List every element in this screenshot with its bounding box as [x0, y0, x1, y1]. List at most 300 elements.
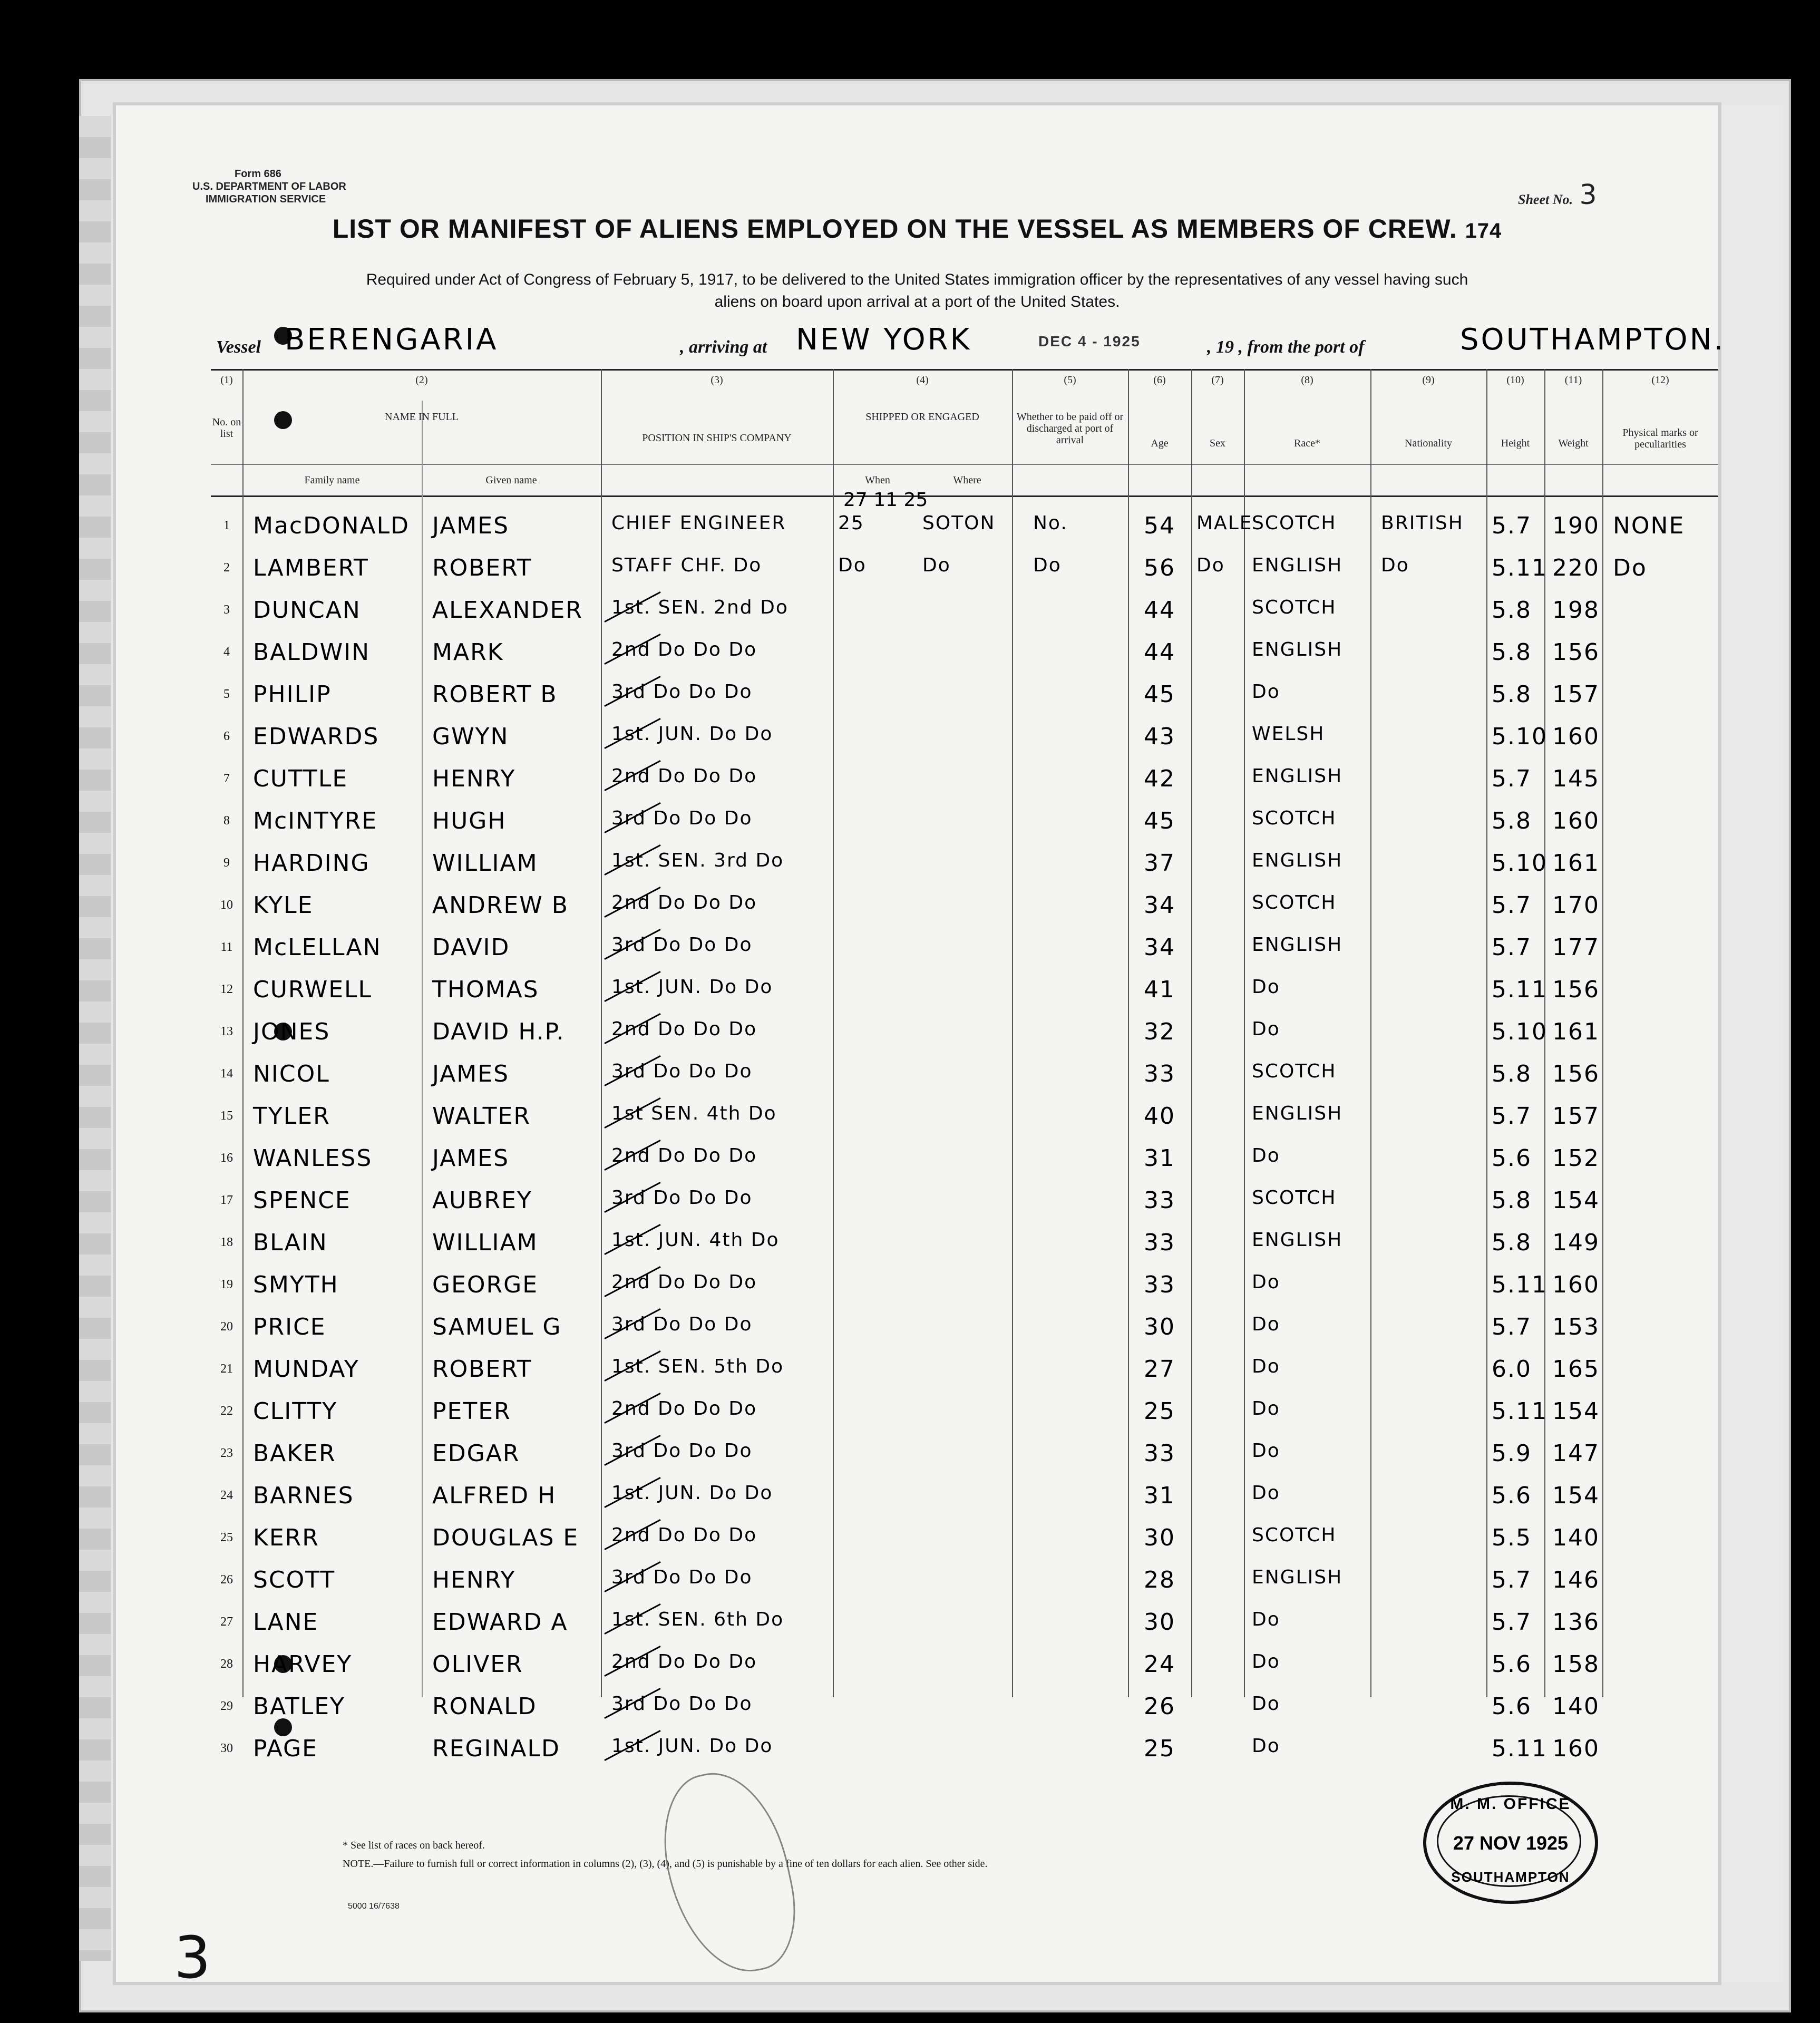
cell-weight: 149	[1552, 1229, 1600, 1256]
row-number: 27	[220, 1615, 233, 1629]
cell-race: ENGLISH	[1252, 1229, 1343, 1251]
column-number: (5)	[1064, 374, 1076, 386]
cell-family: McINTYRE	[253, 808, 378, 834]
stamp-date: 27 NOV 1925	[1453, 1832, 1569, 1854]
cell-weight: 165	[1552, 1356, 1600, 1383]
cell-race: SCOTCH	[1252, 1524, 1337, 1546]
header-no-on-list: No. on list	[212, 416, 241, 440]
cell-given: REGINALD	[432, 1735, 560, 1762]
cell-height: 5.5	[1492, 1524, 1532, 1551]
cell-weight: 140	[1552, 1693, 1600, 1720]
cell-race: Do	[1252, 1482, 1280, 1504]
cell-race: ENGLISH	[1252, 1567, 1343, 1588]
cell-family: LAMBERT	[253, 555, 369, 581]
row-number: 7	[223, 772, 230, 785]
cell-family: WANLESS	[253, 1145, 373, 1172]
cell-family: JONES	[253, 1018, 330, 1045]
form-number: Form 686	[235, 168, 281, 180]
row-number: 17	[220, 1193, 233, 1207]
cell-family: SMYTH	[253, 1271, 339, 1298]
cell-sex: Do	[1196, 555, 1225, 576]
cell-position: 2nd Do Do Do	[611, 892, 757, 913]
cell-when: Do	[838, 555, 867, 576]
vessel-label: Vessel	[216, 337, 261, 357]
cell-position: 1st. JUN. 4th Do	[611, 1229, 780, 1251]
cell-weight: 154	[1552, 1482, 1600, 1509]
cell-given: DOUGLAS E	[432, 1524, 579, 1551]
cell-height: 5.7	[1492, 892, 1532, 919]
row-number: 10	[220, 898, 233, 912]
cell-race: ENGLISH	[1252, 765, 1343, 787]
row-number: 22	[220, 1404, 233, 1418]
cell-race: ENGLISH	[1252, 555, 1343, 576]
cell-position: 1st SEN. 4th Do	[611, 1103, 777, 1124]
cell-given: ROBERT	[432, 555, 532, 581]
cell-height: 5.11	[1492, 1735, 1548, 1762]
cell-position: 1st. JUN. Do Do	[611, 1482, 773, 1504]
table-row	[211, 838, 1718, 880]
cell-family: MUNDAY	[253, 1356, 359, 1383]
cell-paid: No.	[1033, 512, 1068, 534]
cell-age: 42	[1144, 765, 1175, 792]
table-row	[211, 543, 1718, 585]
cell-nationality: BRITISH	[1381, 512, 1464, 534]
cell-race: Do	[1252, 1271, 1280, 1293]
subheader-where: Where	[953, 474, 981, 486]
table-row	[211, 585, 1718, 627]
cell-weight: 154	[1552, 1187, 1600, 1214]
cell-family: SPENCE	[253, 1187, 351, 1214]
cell-height: 5.11	[1492, 1271, 1548, 1298]
cell-height: 5.6	[1492, 1482, 1532, 1509]
cell-race: SCOTCH	[1252, 808, 1337, 829]
cell-weight: 177	[1552, 934, 1600, 961]
page-subtitle	[190, 269, 1644, 313]
row-number: 2	[223, 561, 230, 575]
cell-position: 3rd Do Do Do	[611, 934, 753, 956]
table-row	[211, 1597, 1718, 1639]
cell-given: DAVID	[432, 934, 510, 961]
table-row	[211, 501, 1718, 543]
table-top-rule	[211, 369, 1718, 371]
header-paid-off: Whether to be paid off or discharged at port of arrival	[1016, 411, 1124, 446]
row-number: 16	[220, 1151, 233, 1165]
cell-given: WILLIAM	[432, 1229, 538, 1256]
table-row	[211, 1260, 1718, 1302]
cell-race: SCOTCH	[1252, 892, 1337, 913]
cell-age: 45	[1144, 808, 1175, 834]
cell-age: 30	[1144, 1609, 1175, 1636]
row-number: 1	[223, 519, 230, 532]
cell-age: 28	[1144, 1567, 1175, 1593]
cell-position: 2nd Do Do Do	[611, 1651, 757, 1672]
handwritten-sheet-number: 3	[174, 1924, 211, 1991]
cell-position: 2nd Do Do Do	[611, 639, 757, 660]
arrival-date-stamp: DEC 4 - 1925	[1038, 333, 1141, 349]
cell-given: EDGAR	[432, 1440, 520, 1467]
subheader-family-name: Family name	[304, 474, 360, 486]
cell-race: ENGLISH	[1252, 1103, 1343, 1124]
cell-position: 3rd Do Do Do	[611, 1061, 753, 1082]
cell-given: GEORGE	[432, 1271, 538, 1298]
cell-age: 34	[1144, 892, 1175, 919]
sheet-value: 3	[1579, 179, 1597, 211]
cell-race: Do	[1252, 681, 1280, 703]
cell-given: ROBERT B	[432, 681, 558, 708]
cell-weight: 157	[1552, 1103, 1600, 1130]
cell-height: 5.8	[1492, 597, 1532, 624]
cell-height: 5.11	[1492, 976, 1548, 1003]
header-divider	[211, 464, 1718, 465]
cell-nationality: Do	[1381, 555, 1409, 576]
table-row	[211, 880, 1718, 922]
cell-race: ENGLISH	[1252, 934, 1343, 956]
cell-race: Do	[1252, 1693, 1280, 1715]
cell-race: Do	[1252, 1145, 1280, 1166]
cell-height: 5.7	[1492, 512, 1532, 539]
cell-given: SAMUEL G	[432, 1314, 562, 1340]
table-row	[211, 1555, 1718, 1597]
department-name: U.S. DEPARTMENT OF LABOR	[192, 181, 346, 192]
cell-weight: 161	[1552, 1018, 1600, 1045]
row-number: 21	[220, 1362, 233, 1376]
header-height: Height	[1501, 437, 1530, 449]
row-number: 3	[223, 603, 230, 617]
cell-position: 3rd Do Do Do	[611, 1187, 753, 1209]
cell-race: Do	[1252, 1609, 1280, 1630]
cell-age: 30	[1144, 1314, 1175, 1340]
cell-weight: 198	[1552, 597, 1600, 624]
form-header	[192, 168, 346, 206]
row-number: 29	[220, 1699, 233, 1713]
table-row	[211, 1133, 1718, 1175]
header-position: POSITION IN SHIP'S COMPANY	[642, 432, 792, 444]
cell-position: 3rd Do Do Do	[611, 681, 753, 703]
cell-height: 5.7	[1492, 1567, 1532, 1593]
cell-weight: 160	[1552, 1271, 1600, 1298]
cell-position: 1st. SEN. 6th Do	[611, 1609, 784, 1630]
cell-age: 44	[1144, 639, 1175, 666]
cell-height: 5.6	[1492, 1145, 1532, 1172]
cell-height: 5.7	[1492, 1103, 1532, 1130]
table-row	[211, 1681, 1718, 1724]
header-shipped-engaged: SHIPPED OR ENGAGED	[865, 411, 979, 423]
cell-race: ENGLISH	[1252, 639, 1343, 660]
print-code: 5000 16/7638	[348, 1902, 400, 1911]
cell-age: 24	[1144, 1651, 1175, 1678]
cell-age: 37	[1144, 850, 1175, 877]
cell-position: 1st. SEN. 3rd Do	[611, 850, 784, 871]
cell-race: Do	[1252, 976, 1280, 998]
cell-position: 3rd Do Do Do	[611, 1314, 753, 1335]
cell-height: 5.7	[1492, 1314, 1532, 1340]
cell-height: 5.7	[1492, 765, 1532, 792]
cell-weight: 152	[1552, 1145, 1600, 1172]
row-number: 30	[220, 1742, 233, 1755]
cell-height: 5.8	[1492, 639, 1532, 666]
arriving-port: NEW YORK	[796, 323, 972, 357]
crew-table	[211, 369, 1718, 1762]
row-number: 14	[220, 1067, 233, 1081]
cell-height: 5.8	[1492, 1061, 1532, 1087]
row-number: 20	[220, 1320, 233, 1334]
cell-height: 5.7	[1492, 934, 1532, 961]
cell-family: PHILIP	[253, 681, 332, 708]
cell-family: McLELLAN	[253, 934, 382, 961]
cell-family: EDWARDS	[253, 723, 379, 750]
cell-age: 25	[1144, 1398, 1175, 1425]
cell-family: BLAIN	[253, 1229, 328, 1256]
cell-race: SCOTCH	[1252, 597, 1337, 618]
row-number: 25	[220, 1531, 233, 1544]
cell-weight: 153	[1552, 1314, 1600, 1340]
cell-race: SCOTCH	[1252, 512, 1337, 534]
cell-given: MARK	[432, 639, 504, 666]
column-number: (6)	[1153, 374, 1166, 386]
cell-family: CURWELL	[253, 976, 373, 1003]
cell-position: 2nd Do Do Do	[611, 1398, 757, 1419]
cell-marks: NONE	[1613, 512, 1685, 539]
cell-race: Do	[1252, 1356, 1280, 1377]
cell-given: ALEXANDER	[432, 597, 583, 624]
cell-position: STAFF CHF. Do	[611, 555, 762, 576]
column-number: (1)	[220, 374, 233, 386]
table-row	[211, 754, 1718, 796]
cell-age: 45	[1144, 681, 1175, 708]
cell-weight: 147	[1552, 1440, 1600, 1467]
page-title	[116, 213, 1718, 244]
cell-where: SOTON	[922, 512, 996, 534]
cell-family: BATLEY	[253, 1693, 345, 1720]
next-page-edge	[1718, 105, 1783, 1982]
title-text: LIST OR MANIFEST OF ALIENS EMPLOYED ON THE VESSEL AS MEMBERS OF CREW.	[332, 214, 1457, 244]
cell-weight: 154	[1552, 1398, 1600, 1425]
cell-weight: 158	[1552, 1651, 1600, 1678]
table-row	[211, 965, 1718, 1007]
cell-weight: 156	[1552, 639, 1600, 666]
table-row	[211, 1639, 1718, 1681]
header-sex: Sex	[1210, 437, 1225, 449]
column-number: (9)	[1422, 374, 1435, 386]
cell-given: JAMES	[432, 1061, 509, 1087]
cell-age: 31	[1144, 1145, 1175, 1172]
row-number: 8	[223, 814, 230, 828]
cell-weight: 220	[1552, 555, 1600, 581]
cell-height: 5.8	[1492, 808, 1532, 834]
table-row	[211, 712, 1718, 754]
cell-when: 25	[838, 512, 864, 534]
cell-family: PAGE	[253, 1735, 318, 1762]
year-from-label: , 19 , from the port of	[1207, 337, 1365, 357]
row-number: 18	[220, 1236, 233, 1249]
cell-paid: Do	[1033, 555, 1062, 576]
cell-family: BARNES	[253, 1482, 354, 1509]
cell-weight: 146	[1552, 1567, 1600, 1593]
cell-position: 3rd Do Do Do	[611, 1440, 753, 1462]
cell-family: NICOL	[253, 1061, 330, 1087]
cell-age: 26	[1144, 1693, 1175, 1720]
cell-position: 1st. JUN. Do Do	[611, 723, 773, 745]
row-number: 13	[220, 1025, 233, 1038]
cell-race: SCOTCH	[1252, 1187, 1337, 1209]
row-number: 19	[220, 1278, 233, 1291]
header-bottom-rule	[211, 495, 1718, 497]
cell-height: 5.10	[1492, 723, 1548, 750]
cell-race: SCOTCH	[1252, 1061, 1337, 1082]
cell-height: 5.10	[1492, 850, 1548, 877]
cell-given: JAMES	[432, 512, 509, 539]
cell-given: HUGH	[432, 808, 507, 834]
cell-family: MacDONALD	[253, 512, 410, 539]
cell-height: 6.0	[1492, 1356, 1532, 1383]
previous-page-edge	[79, 116, 111, 1961]
cell-family: KYLE	[253, 892, 314, 919]
table-row	[211, 1724, 1718, 1766]
arriving-label: , arriving at	[680, 337, 767, 357]
cell-age: 34	[1144, 934, 1175, 961]
cell-age: 33	[1144, 1271, 1175, 1298]
cell-position: 1st. SEN. 5th Do	[611, 1356, 784, 1377]
cell-age: 56	[1144, 555, 1175, 581]
cell-age: 32	[1144, 1018, 1175, 1045]
stamp-bottom-text: SOUTHAMPTON	[1451, 1869, 1570, 1885]
cell-given: DAVID H.P.	[432, 1018, 565, 1045]
cell-weight: 157	[1552, 681, 1600, 708]
cell-age: 31	[1144, 1482, 1175, 1509]
cell-family: HARDING	[253, 850, 370, 877]
cell-family: CUTTLE	[253, 765, 348, 792]
cell-family: KERR	[253, 1524, 319, 1551]
cell-height: 5.11	[1492, 555, 1548, 581]
cell-given: OLIVER	[432, 1651, 523, 1678]
header-nationality: Nationality	[1405, 437, 1452, 449]
cell-position: 3rd Do Do Do	[611, 808, 753, 829]
cell-marks: Do	[1613, 555, 1647, 581]
table-row	[211, 1175, 1718, 1218]
table-row	[211, 1344, 1718, 1386]
cell-age: 33	[1144, 1440, 1175, 1467]
cell-family: DUNCAN	[253, 597, 361, 624]
stamp-top-text: M. M. OFFICE	[1450, 1795, 1571, 1813]
column-number: (11)	[1564, 374, 1582, 386]
cell-family: BAKER	[253, 1440, 336, 1467]
sheet-label: Sheet No.	[1518, 192, 1573, 207]
table-row	[211, 796, 1718, 838]
cell-age: 33	[1144, 1229, 1175, 1256]
cell-given: GWYN	[432, 723, 509, 750]
cell-height: 5.8	[1492, 681, 1532, 708]
cell-position: 1st. JUN. Do Do	[611, 1735, 773, 1757]
cell-race: WELSH	[1252, 723, 1325, 745]
cell-position: 2nd Do Do Do	[611, 1145, 757, 1166]
table-row	[211, 1471, 1718, 1513]
row-number: 26	[220, 1573, 233, 1587]
cell-family: SCOTT	[253, 1567, 336, 1593]
cell-height: 5.8	[1492, 1229, 1532, 1256]
cell-weight: 161	[1552, 850, 1600, 877]
table-row	[211, 669, 1718, 712]
column-number: (3)	[711, 374, 723, 386]
cell-age: 40	[1144, 1103, 1175, 1130]
cell-weight: 136	[1552, 1609, 1600, 1636]
row-number: 11	[220, 940, 233, 954]
cell-sex: MALE	[1196, 512, 1253, 534]
cell-where: Do	[922, 555, 951, 576]
subheader-given-name: Given name	[485, 474, 537, 486]
cell-age: 33	[1144, 1187, 1175, 1214]
table-row	[211, 1513, 1718, 1555]
cell-weight: 190	[1552, 512, 1600, 539]
cell-race: Do	[1252, 1440, 1280, 1462]
fine-note: NOTE.—Failure to furnish full or correct information in columns (2), (3), (4), and (5) is punishable by a fine of ten dollars for each alien. See other side.	[343, 1858, 988, 1870]
cell-given: THOMAS	[432, 976, 539, 1003]
service-name: IMMIGRATION SERVICE	[206, 193, 326, 205]
cell-height: 5.8	[1492, 1187, 1532, 1214]
header-weight: Weight	[1558, 437, 1589, 449]
row-number: 5	[223, 687, 230, 701]
header-race: Race*	[1294, 437, 1320, 449]
column-number: (12)	[1651, 374, 1669, 386]
cell-given: EDWARD A	[432, 1609, 568, 1636]
date-annotation: 27 11 25	[843, 489, 928, 511]
cell-race: Do	[1252, 1018, 1280, 1040]
table-row	[211, 1007, 1718, 1049]
cell-weight: 160	[1552, 723, 1600, 750]
cell-family: PRICE	[253, 1314, 326, 1340]
manifest-page	[116, 105, 1726, 1991]
column-number: (10)	[1506, 374, 1524, 386]
cell-position: 2nd Do Do Do	[611, 1524, 757, 1546]
cell-age: 30	[1144, 1524, 1175, 1551]
sheet-number	[1518, 179, 1597, 211]
cell-race: Do	[1252, 1398, 1280, 1419]
row-number: 15	[220, 1109, 233, 1123]
row-number: 9	[223, 856, 230, 870]
table-row	[211, 1091, 1718, 1133]
table-row	[211, 1302, 1718, 1344]
signature-scribble	[649, 1761, 808, 1985]
cell-position: 2nd Do Do Do	[611, 765, 757, 787]
table-row	[211, 1386, 1718, 1428]
cell-weight: 160	[1552, 808, 1600, 834]
cell-height: 5.6	[1492, 1693, 1532, 1720]
cell-position: 3rd Do Do Do	[611, 1567, 753, 1588]
table-row	[211, 627, 1718, 669]
cell-given: RONALD	[432, 1693, 537, 1720]
subtitle-line-2: aliens on board upon arrival at a port of the United States.	[714, 293, 1120, 310]
cell-given: PETER	[432, 1398, 511, 1425]
cell-height: 5.10	[1492, 1018, 1548, 1045]
cell-given: ALFRED H	[432, 1482, 557, 1509]
cell-family: BALDWIN	[253, 639, 371, 666]
cell-family: CLITTY	[253, 1398, 338, 1425]
column-number: (4)	[916, 374, 929, 386]
table-row	[211, 922, 1718, 965]
table-row	[211, 1428, 1718, 1471]
row-number: 6	[223, 730, 230, 743]
header-age: Age	[1151, 437, 1169, 449]
cell-given: JAMES	[432, 1145, 509, 1172]
row-number: 28	[220, 1657, 233, 1671]
subheader-when: When	[865, 474, 890, 486]
cell-given: WILLIAM	[432, 850, 538, 877]
cell-position: 3rd Do Do Do	[611, 1693, 753, 1715]
cell-weight: 145	[1552, 765, 1600, 792]
vessel-line	[216, 323, 1726, 364]
cell-family: LANE	[253, 1609, 319, 1636]
cell-age: 54	[1144, 512, 1175, 539]
cell-given: ROBERT	[432, 1356, 532, 1383]
